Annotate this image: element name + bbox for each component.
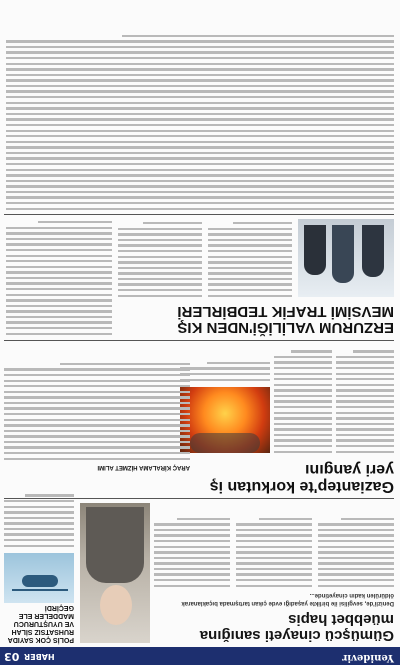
photo-person — [362, 225, 384, 277]
gumusu-column-2 — [236, 514, 312, 587]
notice-body — [4, 350, 190, 460]
gumusu-column-1 — [318, 514, 394, 587]
police-story — [4, 483, 74, 643]
traffic-column-3 — [6, 218, 112, 335]
traffic-column-1 — [208, 219, 292, 297]
newspaper-logo: Yenidevir — [342, 652, 394, 663]
gumusu-deck: Denizli'de, sevgilisi ile birlikte yaşadığı evde çıkan tartışmada bıçaklanarak öldürülen kadın cinayetinde... — [181, 592, 394, 606]
police-headline: POLİS ÇOK SAYIDA RUHSATSIZ SİLAH VE UYUŞTURUCU MADDELER ELE GEÇİRDİ — [8, 604, 74, 643]
section-label: HABER — [24, 652, 55, 661]
traffic-photo — [298, 219, 394, 297]
notice-headline: ARAÇ KİRALAMA HİZMET ALIMI — [97, 464, 190, 470]
traffic-column-2 — [118, 219, 202, 297]
fire-smoke — [190, 433, 260, 453]
legal-notice-text — [6, 32, 394, 211]
police-body-text — [4, 491, 74, 547]
notice-text — [4, 360, 190, 460]
helicopter-rotor — [12, 589, 68, 591]
gumusu-photo — [80, 503, 150, 643]
gumusu-headline: Gümüşcü cinayeti sanığına müebbet hapis — [199, 611, 394, 644]
legal-notice-block — [6, 10, 394, 210]
gumusu-column-3 — [154, 514, 230, 587]
fire-headline: Gaziantep'te korkutan iş yeri yangını — [209, 461, 394, 495]
photo-figure — [86, 507, 144, 583]
fire-column-1 — [336, 347, 394, 453]
photo-person — [304, 225, 326, 275]
masthead — [0, 647, 400, 665]
photo-face — [100, 585, 132, 625]
fire-caption — [180, 359, 270, 381]
fire-photo — [180, 387, 270, 453]
police-photo — [4, 553, 74, 603]
fire-column-2 — [274, 347, 332, 453]
page-number: 03 — [4, 650, 20, 663]
helicopter-body — [22, 575, 58, 587]
section-divider-2 — [4, 340, 394, 341]
section-divider — [4, 498, 394, 499]
photo-person — [332, 225, 354, 283]
traffic-headline: ERZURUM VALİLİĞİ'NDEN KIŞ MEVSİMİ TRAFİK TEDBİRLERİ — [177, 303, 394, 336]
section-divider-3 — [4, 214, 394, 215]
